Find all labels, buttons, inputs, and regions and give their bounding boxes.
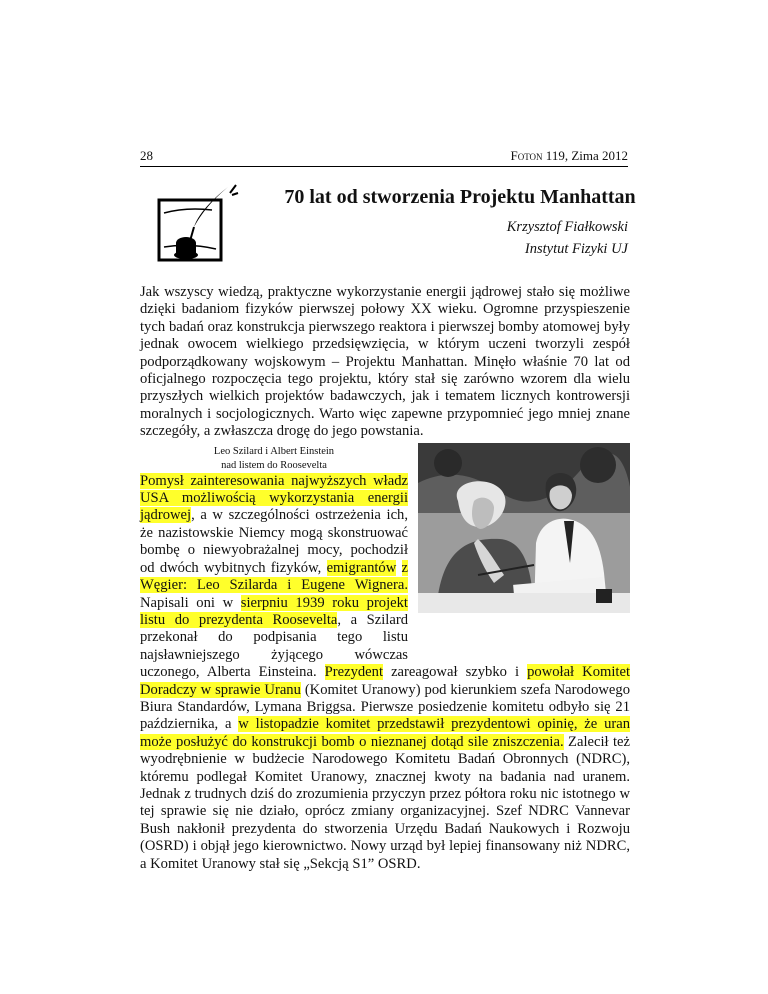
paragraph-1: Jak wszyscy wiedzą, praktyczne wykorzystanie energii jądrowej stało się możliwe dzięki badaniom fizyków pierwszej połowy XX wieku. Ogromne przyspieszenie tych badań oraz konstrukcja pierwszego reaktora i pierwszej bomby atomowej były jednak owocem wielkiego przedsięwzięcia, w którym uczeni tworzyli zespół podporządkowany wojskowym – Projektu Manhattan. Minęło właśnie 70 lat od oficjalnego rozpoczęcia tego projektu, który stał się zarówno wzorem dla wielu przyszłych wielkich projektów badawczych, jak i tematem licznych kontrowersji moralnych i socjologicznych. Warto więc zapewne przypomnieć jego mniej znane szczegóły, a zwłaszcza drogę do jego powstania. <box>140 284 630 440</box>
text-segment: Węgier: Leo Szilarda i Eugene Wignera. <box>140 577 408 594</box>
text-segment: zareagował szybko i <box>383 664 528 681</box>
text-segment: powołał Komitet Doradczy w sprawie Uranu <box>140 664 630 698</box>
ink-pot-quill-icon <box>156 183 246 265</box>
running-head <box>510 148 628 164</box>
photo-szilard-einstein <box>418 443 630 613</box>
header-rule <box>140 166 628 167</box>
journal-name: Foton <box>510 148 543 163</box>
text-segment: Prezydent <box>324 664 384 681</box>
article-body <box>140 284 630 873</box>
text-segment: Napisali oni w <box>140 594 241 611</box>
author-block <box>507 216 628 260</box>
text-segment: sierpniu 1939 roku projekt listu do prezydenta Roosevelta <box>140 594 408 628</box>
author-affiliation: Instytut Fizyki UJ <box>524 241 628 257</box>
issue-info: 119, Zima 2012 <box>545 148 628 163</box>
figure <box>418 443 630 651</box>
text-segment: emigrantów <box>326 559 397 576</box>
text-segment: w listopadzie komitet przedstawił prezydentowi opinię, że uran może posłużyć do konstrukcji bomb o nieznanej dotąd sile zniszczenia. <box>140 716 631 750</box>
caption-line-1: Leo Szilard i Albert Einstein <box>213 445 335 457</box>
text-segment: Zalecił też wyodrębnienie w budżecie Narodowego Komitetu Badań Obronnych (NDRC), któremu podlegał Komitet Uranowy, znacznej kwoty na badania nad uranem. Jednak z trudnych dziś do zrozumienia przyczyn przez półtora roku nic istotnego w tej sprawie się nie działo, oprócz zmiany organizacyjnej. Szef NDRC Vannevar Bush nakłonił prezydenta do stworzenia Urzędu Badań Naukowych i Rozwoju (OSRD) i objął jego kierownictwo. Nowy urząd był lepiej finansowany niż NDRC, a Komitet Uranowy stał się „Sekcją S1” OSRD. <box>140 733 630 872</box>
text-segment: Pomysł zainteresowania najwyższych władz USA możliwością wykorzystania energii jądrowej <box>140 472 408 524</box>
text-segment: z <box>401 559 408 576</box>
article-title: 70 lat od stworzenia Projektu Manhattan <box>284 186 636 208</box>
text-segment: (Komitet Uranowy) pod kierunkiem szefa Narodowego Biura Standardów, Lymana Briggsa. Pierwsze posiedzenie komitetu odbyło się 21 października, a <box>140 681 630 733</box>
text-segment: , a w szczególności ostrzeżenia ich, że nazistowskie Niemcy mogą skonstruować bombę o niewyobrażalnej mocy, pochodził od dwóch wybitnych fizyków, <box>140 507 408 576</box>
text-segment: , a Szilard przekonał do podpisania tego listu najsławniejszego żyjącego wówczas uczonego, Alberta Einsteina. <box>140 611 408 681</box>
author-name: Krzysztof Fiałkowski <box>506 219 628 235</box>
page-number: 28 <box>140 148 153 163</box>
text-segment <box>396 560 401 576</box>
caption-line-2: nad listem do Roosevelta <box>221 459 327 471</box>
